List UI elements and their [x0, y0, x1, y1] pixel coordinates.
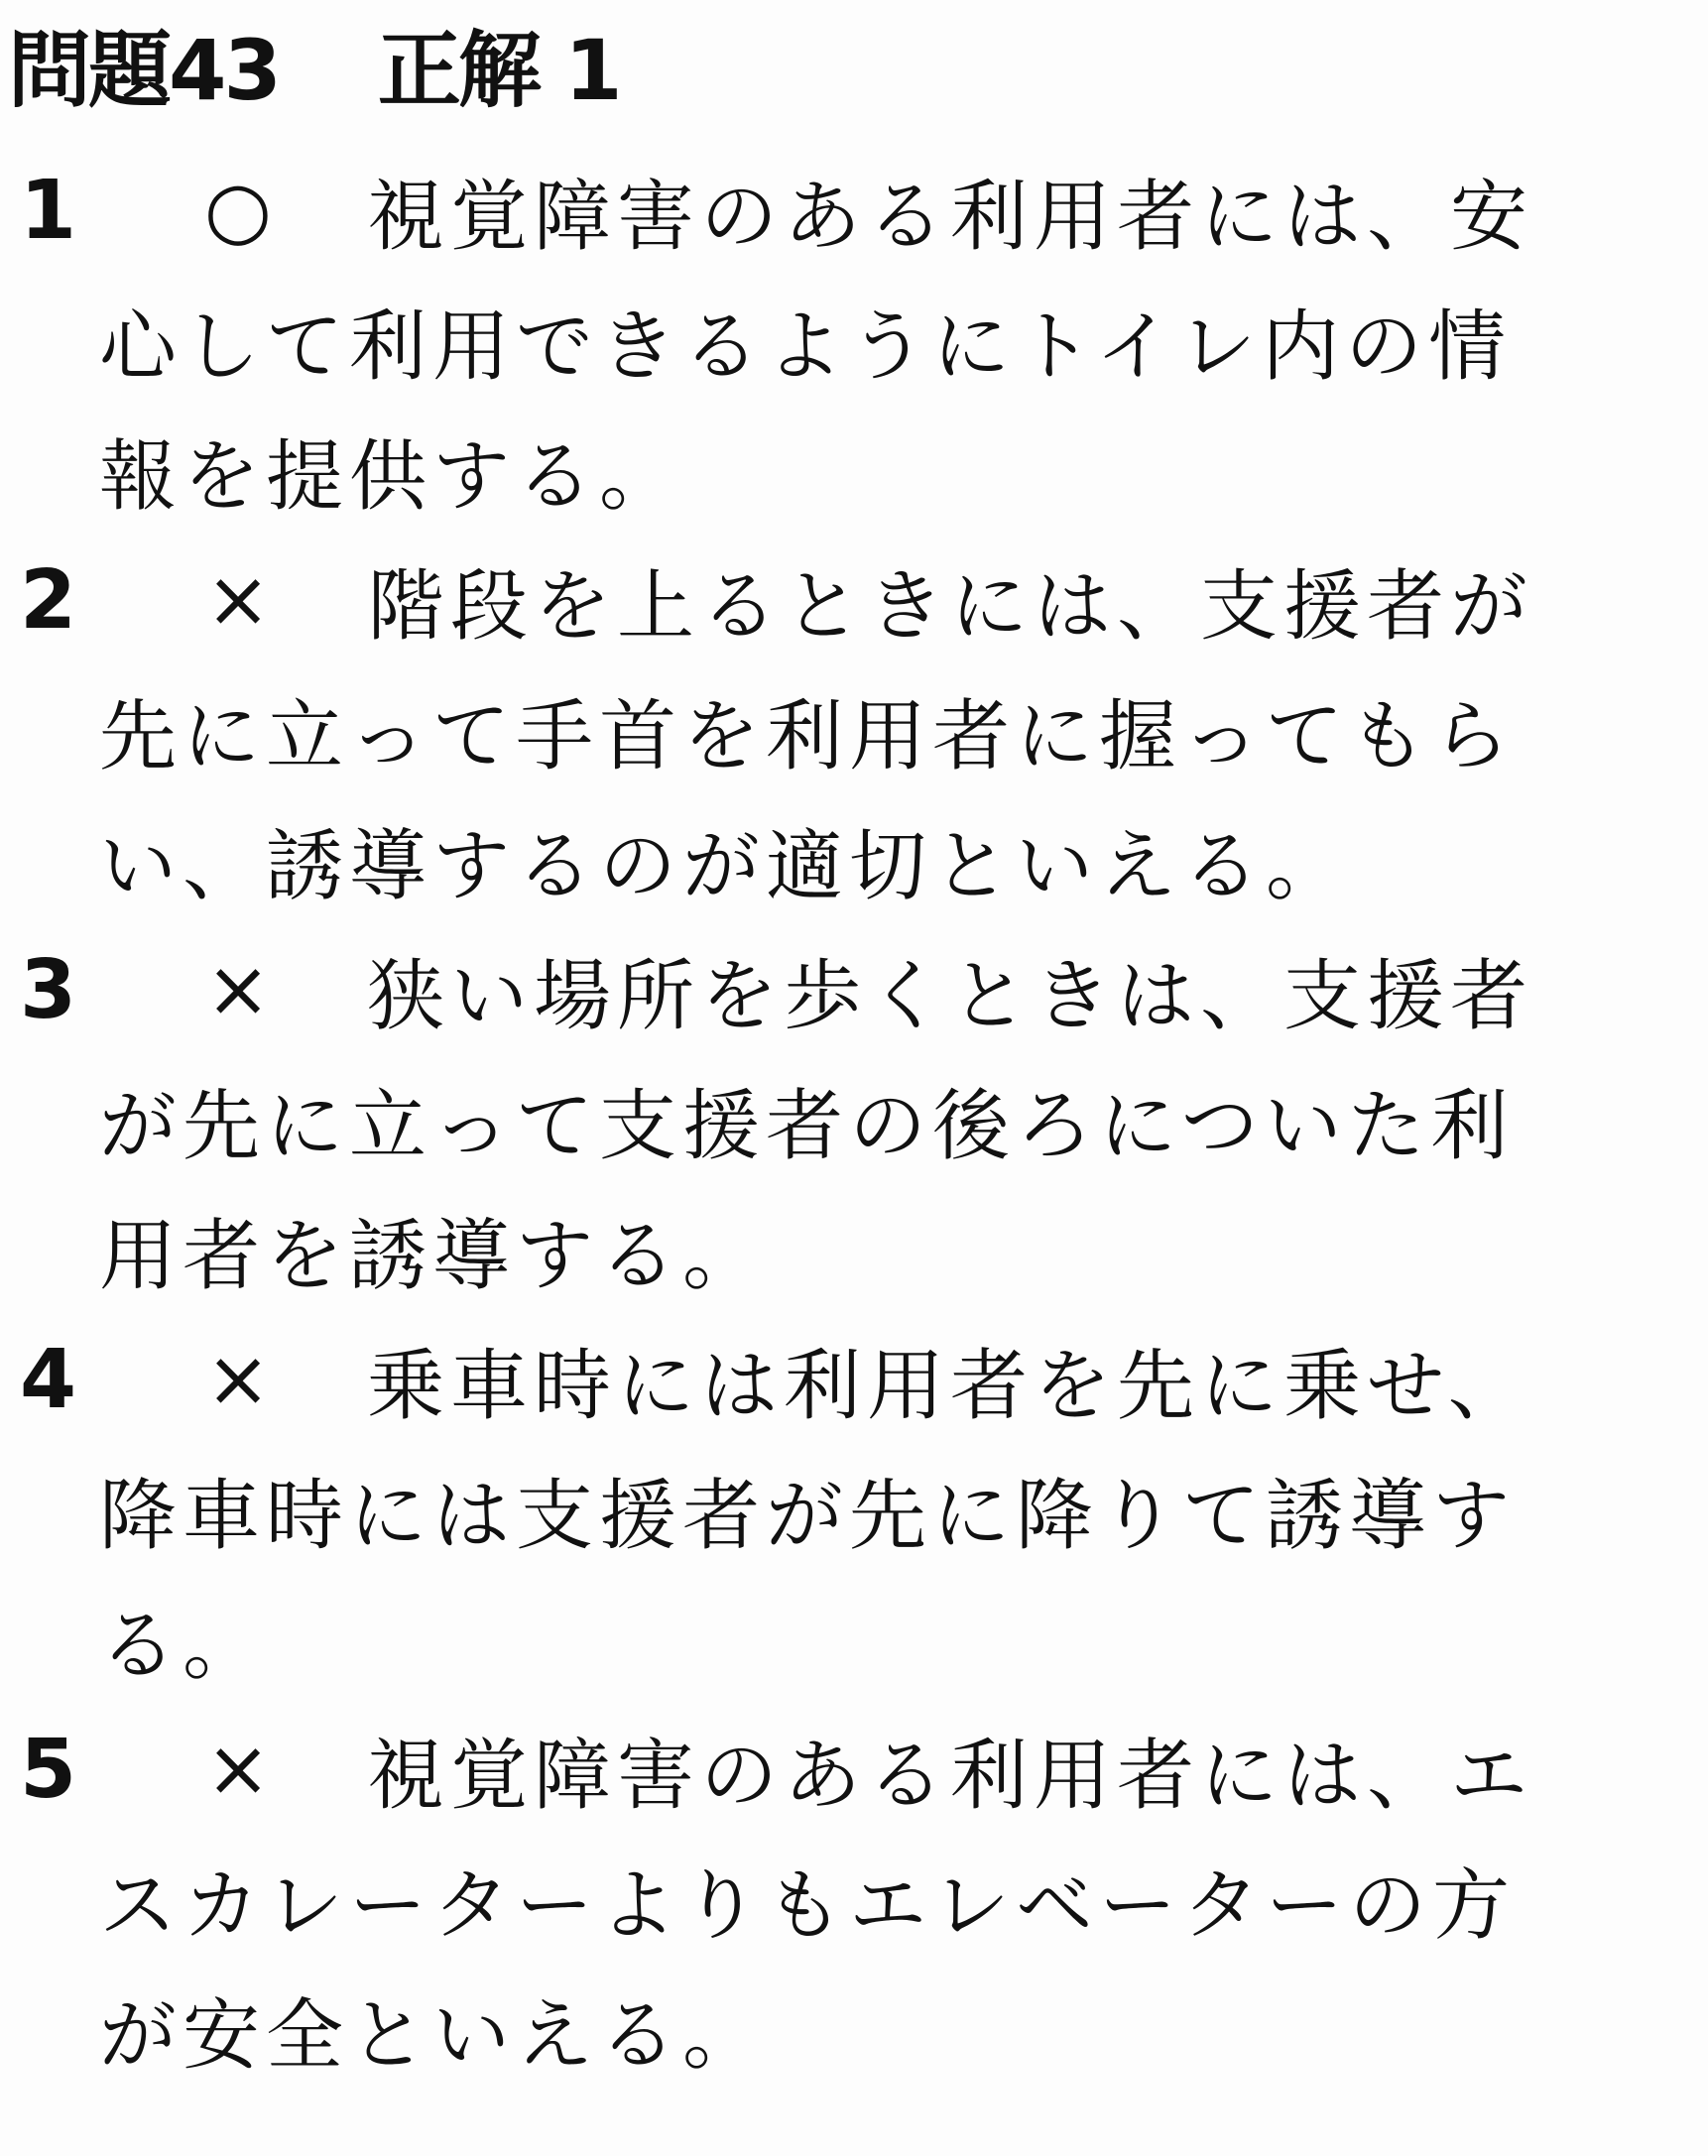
- choice-text: スカレーターよりもエレベーターの方: [99, 1861, 1517, 1951]
- incorrect-mark: ×: [205, 1335, 271, 1424]
- question-header: [8, 14, 620, 119]
- choice-number: 5: [20, 1722, 77, 1817]
- choice-number: 3: [20, 942, 77, 1037]
- choice-text: 報を提供する。: [99, 432, 683, 522]
- choice-number: 4: [20, 1332, 77, 1427]
- incorrect-mark: ×: [205, 1725, 271, 1814]
- choice-text: 視覚障害のある利用者には、安: [367, 173, 1534, 262]
- correct-answer: 正解 1: [377, 21, 620, 119]
- choice-text: が安全といえる。: [99, 1991, 767, 2081]
- choice-number: 2: [20, 552, 77, 648]
- choice-text: 降車時には支援者が先に降りて誘導す: [99, 1472, 1517, 1561]
- choice-text: 階段を上るときには、支援者が: [367, 562, 1534, 652]
- choice-text: 視覚障害のある利用者には、エ: [367, 1732, 1534, 1821]
- choice-text: る。: [99, 1602, 267, 1691]
- choice-text: 心して利用できるようにトイレ内の情: [99, 302, 1513, 392]
- question-number: 問題43: [8, 21, 279, 119]
- incorrect-mark: ×: [205, 555, 271, 645]
- choice-text: 先に立って手首を利用者に握ってもら: [99, 692, 1517, 781]
- choice-number: 1: [20, 163, 77, 258]
- choice-text: 乗車時には利用者を先に乗せ、: [367, 1342, 1531, 1431]
- correct-mark: ○: [203, 166, 273, 255]
- choice-text: 狭い場所を歩くときは、支援者: [367, 952, 1534, 1041]
- choice-text: が先に立って支援者の後ろについた利: [99, 1082, 1515, 1171]
- choice-text: い、誘導するのが適切といえる。: [99, 822, 1350, 911]
- incorrect-mark: ×: [205, 945, 271, 1034]
- choice-text: 用者を誘導する。: [99, 1212, 767, 1301]
